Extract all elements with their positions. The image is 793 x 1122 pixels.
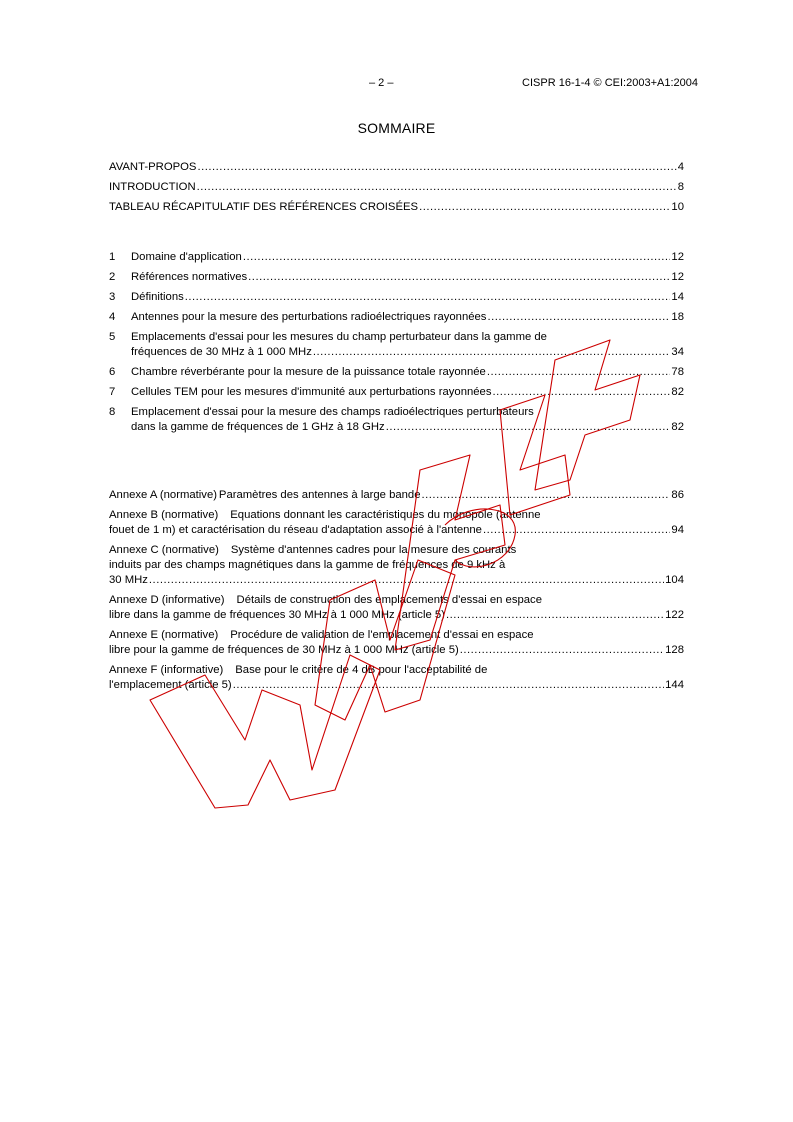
leader-dots xyxy=(419,200,670,215)
clause-title: Cellules TEM pour les mesures d'immunité aux perturbations rayonnées xyxy=(131,386,492,398)
page-title: SOMMAIRE xyxy=(357,120,436,136)
annex-page: 122 xyxy=(665,609,684,621)
annex-page: 94 xyxy=(671,524,684,536)
clause-title: Domaine d'application xyxy=(131,251,242,263)
leader-dots xyxy=(487,310,670,325)
toc-entry[interactable] xyxy=(109,160,684,175)
annex-title-line: libre dans la gamme de fréquences 30 MHz à 1 000 MHz (article 5) xyxy=(109,609,445,621)
toc-clause[interactable] xyxy=(109,290,684,305)
clause-page: 14 xyxy=(671,291,684,303)
toc-entry-title: AVANT-PROPOS xyxy=(109,161,197,173)
clause-page: 18 xyxy=(671,311,684,323)
leader-dots xyxy=(243,250,671,265)
clause-number: 8 xyxy=(109,406,116,418)
leader-dots xyxy=(460,643,664,658)
clause-page: 12 xyxy=(671,251,684,263)
clause-number: 2 xyxy=(109,271,116,283)
clause-number: 5 xyxy=(109,331,116,343)
clause-page: 82 xyxy=(671,421,684,433)
annex-page: 128 xyxy=(665,644,684,656)
clause-title: Chambre réverbérante pour la mesure de la puissance totale rayonnée xyxy=(131,366,486,378)
page-number: – 2 – xyxy=(369,77,394,89)
annex-label: Annexe A (normative) xyxy=(109,489,218,501)
toc-annex[interactable] xyxy=(109,628,684,658)
leader-dots xyxy=(446,608,664,623)
toc-clause[interactable] xyxy=(109,250,684,265)
toc-entry[interactable] xyxy=(109,180,684,195)
leader-dots xyxy=(386,420,671,435)
clause-number: 4 xyxy=(109,311,116,323)
toc-clause[interactable] xyxy=(109,405,684,435)
leader-dots xyxy=(422,488,671,503)
toc-annex[interactable] xyxy=(109,663,684,693)
toc-clause[interactable] xyxy=(109,270,684,285)
clause-number: 7 xyxy=(109,386,116,398)
annex-label: Annexe F (informative) xyxy=(109,664,224,676)
annex-title-line: Paramètres des antennes à large bande xyxy=(218,489,421,501)
toc-entry-title: TABLEAU RÉCAPITULATIF DES RÉFÉRENCES CROISÉES xyxy=(109,201,419,213)
clause-title-line: Emplacements d'essai pour les mesures du champ perturbateur dans la gamme de xyxy=(131,331,547,343)
toc-front-matter xyxy=(109,160,684,220)
annex-title-line: fouet de 1 m) et caractérisation du réseau d'adaptation associé à l'antenne xyxy=(109,524,482,536)
toc-clauses xyxy=(109,250,684,440)
clause-number: 6 xyxy=(109,366,116,378)
toc-entry-title: INTRODUCTION xyxy=(109,181,196,193)
toc-clause[interactable] xyxy=(109,330,684,360)
clause-title: Antennes pour la mesure des perturbations radioélectriques rayonnées xyxy=(131,311,487,323)
leader-dots xyxy=(197,180,677,195)
toc-entry[interactable] xyxy=(109,200,684,215)
annex-label: Annexe C (normative) xyxy=(109,544,219,556)
leader-dots xyxy=(185,290,671,305)
annex-title-line: l'emplacement (article 5) xyxy=(109,679,232,691)
annex-title-line: Détails de construction des emplacements d'essai en espace xyxy=(236,594,542,606)
leader-dots xyxy=(483,523,670,538)
annex-title-line: Equations donnant les caractéristiques du monopole (antenne xyxy=(230,509,541,521)
annex-label: Annexe E (normative) xyxy=(109,629,219,641)
leader-dots xyxy=(149,573,664,588)
toc-entry-page: 8 xyxy=(677,181,684,193)
toc-annex[interactable] xyxy=(109,508,684,538)
annex-label: Annexe B (normative) xyxy=(109,509,219,521)
clause-number: 3 xyxy=(109,291,116,303)
annex-page: 104 xyxy=(665,574,684,586)
clause-page: 12 xyxy=(671,271,684,283)
clause-title-line: dans la gamme de fréquences de 1 GHz à 18 GHz xyxy=(131,421,385,433)
annex-title-line: 30 MHz xyxy=(109,574,148,586)
leader-dots xyxy=(487,365,671,380)
toc-entry-page: 10 xyxy=(671,201,684,213)
clause-title: Références normatives xyxy=(131,271,248,283)
annex-label: Annexe D (informative) xyxy=(109,594,225,606)
clause-title-line: fréquences de 30 MHz à 1 000 MHz xyxy=(131,346,312,358)
clause-title-line: Emplacement d'essai pour la mesure des champs radioélectriques perturbateurs xyxy=(131,406,534,418)
annex-title-line: libre pour la gamme de fréquences de 30 MHz à 1 000 MHz (article 5) xyxy=(109,644,459,656)
annex-page: 144 xyxy=(665,679,684,691)
toc-annex[interactable] xyxy=(109,543,684,588)
annex-title-line: induits par des champs magnétiques dans la gamme de fréquences de 9 kHz à xyxy=(109,559,506,571)
annex-title-line: Système d'antennes cadres pour la mesure des courants xyxy=(230,544,517,556)
leader-dots xyxy=(248,270,670,285)
clause-title: Définitions xyxy=(131,291,184,303)
leader-dots xyxy=(492,385,670,400)
toc-annex[interactable] xyxy=(109,593,684,623)
toc-clause[interactable] xyxy=(109,310,684,325)
clause-page: 78 xyxy=(671,366,684,378)
document-reference: CISPR 16-1-4 © CEI:2003+A1:2004 xyxy=(522,77,698,89)
clause-page: 34 xyxy=(671,346,684,358)
toc-annexes xyxy=(109,488,684,698)
toc-clause[interactable] xyxy=(109,365,684,380)
toc-clause[interactable] xyxy=(109,385,684,400)
clause-page: 82 xyxy=(671,386,684,398)
page-header xyxy=(0,77,793,93)
leader-dots xyxy=(233,678,664,693)
leader-dots xyxy=(313,345,671,360)
clause-number: 1 xyxy=(109,251,116,263)
toc-entry-page: 4 xyxy=(677,161,684,173)
leader-dots xyxy=(197,160,676,175)
annex-title-line: Base pour le critère de 4 dB pour l'acceptabilité de xyxy=(235,664,488,676)
annex-title-line: Procédure de validation de l'emplacement d'essai en espace xyxy=(230,629,534,641)
annex-page: 86 xyxy=(671,489,684,501)
toc-annex[interactable] xyxy=(109,488,684,503)
